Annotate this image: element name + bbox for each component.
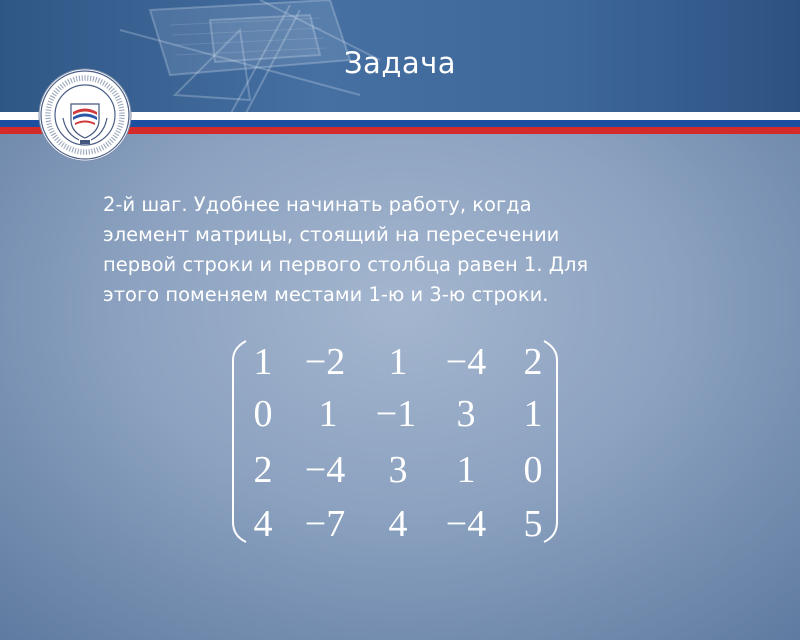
matrix-cell: 3	[388, 449, 408, 491]
matrix-cell: 1	[456, 449, 476, 491]
matrix-cell: 0	[523, 449, 543, 491]
text-line: элемент матрицы, стоящий на пересечении	[103, 223, 560, 246]
matrix-cell: 2	[253, 449, 273, 491]
matrix-cell: −2	[304, 341, 346, 383]
matrix-cell: −4	[445, 341, 487, 383]
matrix-cell: 4	[388, 503, 408, 545]
matrix-cell: 0	[253, 393, 273, 435]
slide-title: Задача	[343, 46, 457, 80]
matrix-cell: 2	[523, 341, 543, 383]
matrix-cell: −4	[304, 449, 346, 491]
matrix-cell: 3	[456, 393, 476, 435]
text-line: первой строки и первого столбца равен 1. Для	[103, 253, 589, 276]
matrix-cell: 4	[253, 503, 273, 545]
matrix-cell: −7	[304, 503, 346, 545]
matrix-cell: 1	[523, 393, 543, 435]
matrix-cell: −1	[375, 393, 417, 435]
text-line: 2-й шаг. Удобнее начинать работу, когда	[103, 193, 532, 216]
text-line: этого поменяем местами 1-ю и 3-ю строки.	[103, 283, 549, 306]
matrix-cell: −4	[445, 503, 487, 545]
matrix-cell: 1	[253, 341, 273, 383]
matrix-cell: 5	[523, 503, 543, 545]
matrix-cell: 1	[318, 393, 338, 435]
matrix-cell: 1	[388, 341, 408, 383]
